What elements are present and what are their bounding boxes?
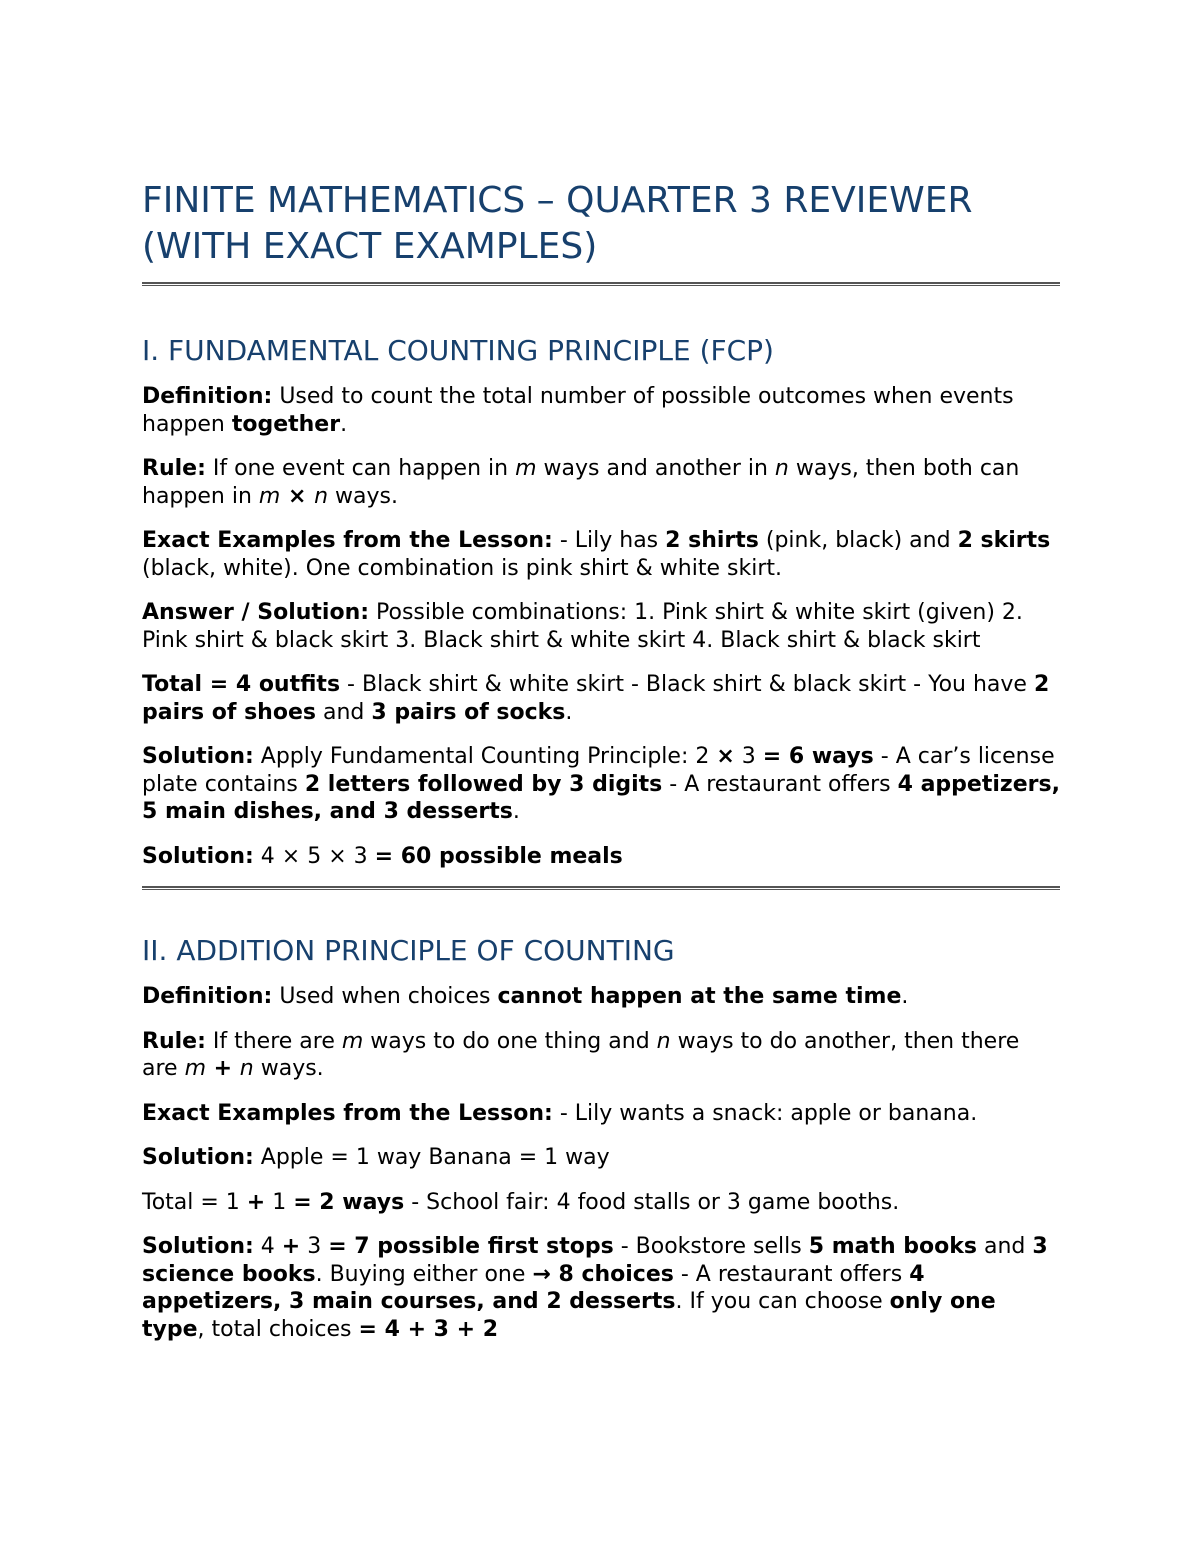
s1-solution-1 <box>142 743 1060 826</box>
text: - A restaurant offers <box>673 1261 910 1287</box>
text: 4 × 5 × 3 <box>253 843 375 869</box>
text: - Black shirt & white skirt - Black shirt & black skirt - You have <box>340 672 1034 697</box>
s1-rule <box>142 455 1060 510</box>
var-n: n <box>656 1028 671 1054</box>
label: Solution: <box>142 843 254 869</box>
s2-solution-2 <box>142 1233 1060 1343</box>
text: - School fair: 4 food stalls or 3 game booths. <box>404 1189 900 1215</box>
text: 3 <box>734 744 763 769</box>
document-title <box>142 178 1060 270</box>
title-line-1: FINITE MATHEMATICS – QUARTER 3 REVIEWER <box>142 180 973 221</box>
times-sign: × <box>280 483 315 509</box>
text: ways. <box>253 1056 324 1081</box>
text: Used to count the total number of possible outcomes when events happen <box>142 384 1014 437</box>
text: ways. <box>328 483 398 509</box>
text: ways, then both can happen in <box>142 456 1020 509</box>
text: If there are <box>205 1028 342 1054</box>
label: Exact Examples from the Lesson: <box>142 1100 553 1126</box>
horizontal-rule <box>142 282 1060 286</box>
bold-text: 4 appetizers, 3 main courses, and 2 desserts <box>142 1261 925 1314</box>
bold-text: = 2 ways <box>293 1189 405 1215</box>
text: and <box>315 699 372 725</box>
label: Exact Examples from the Lesson: <box>142 528 553 553</box>
plus-sign: + <box>281 1234 301 1259</box>
text: (pink, black) and <box>758 528 958 553</box>
bold-text: 4 appetizers, 5 main dishes, and 3 desserts <box>142 771 1060 824</box>
times-sign: × <box>716 744 735 769</box>
label: Definition: <box>142 984 273 1009</box>
label: Solution: <box>142 1145 254 1170</box>
label: Rule: <box>142 1028 206 1054</box>
bold-text: = 4 + 3 + 2 <box>358 1316 499 1342</box>
text: - A car’s license plate contains <box>142 744 1055 797</box>
bold-text: 2 pairs of shoes <box>142 672 1050 725</box>
label: Definition: <box>142 384 273 409</box>
text: - Lily has <box>552 528 666 553</box>
var-m: m <box>184 1056 207 1081</box>
bold-text: 2 skirts <box>957 528 1051 553</box>
bold-text: cannot happen at the same time <box>497 984 902 1009</box>
text: . <box>565 699 573 725</box>
bold-text: = 7 possible first stops <box>328 1234 614 1259</box>
bold-text: 3 science books <box>142 1234 1048 1287</box>
section-1-heading: I. FUNDAMENTAL COUNTING PRINCIPLE (FCP) <box>142 334 774 367</box>
text: . <box>512 799 520 824</box>
text: and <box>977 1234 1033 1259</box>
text: 4 <box>253 1234 282 1259</box>
var-n: n <box>314 483 329 509</box>
bold-text: 8 choices <box>550 1261 674 1287</box>
label: Answer / Solution: <box>142 600 370 625</box>
bold-text: 2 letters followed by 3 digits <box>304 771 663 797</box>
s2-definition <box>142 983 1060 1011</box>
text: Apply Fundamental Counting Principle: 2 <box>253 744 717 769</box>
section-2-heading: II. ADDITION PRINCIPLE OF COUNTING <box>142 934 675 967</box>
text: - Lily wants a snack: apple or banana. <box>552 1100 978 1126</box>
s2-solution-1 <box>142 1144 1060 1172</box>
text: - A restaurant offers <box>662 771 898 797</box>
s1-solution-2 <box>142 843 1060 871</box>
var-m: m <box>258 483 281 509</box>
text: ways to do another, then there are <box>142 1028 1020 1081</box>
bold-text: 3 pairs of socks <box>371 699 566 725</box>
text: . <box>340 411 348 437</box>
text: ways and another in <box>536 456 775 481</box>
bold-text: = 60 possible meals <box>374 843 623 869</box>
plus-sign: + <box>206 1056 240 1081</box>
text: . <box>901 984 909 1009</box>
text: 3 <box>300 1234 329 1259</box>
label: Solution: <box>142 744 254 769</box>
text: Total = 1 <box>142 1189 247 1215</box>
s2-rule <box>142 1028 1060 1083</box>
plus-sign: + <box>246 1189 266 1215</box>
s1-definition <box>142 383 1060 438</box>
label: Solution: <box>142 1234 254 1259</box>
text: ways to do one thing and <box>363 1028 657 1054</box>
bold-text: 5 math books <box>808 1234 978 1259</box>
text: Used when choices <box>272 984 498 1009</box>
var-m: m <box>341 1028 364 1054</box>
text: If one event can happen in <box>205 456 516 481</box>
label: Total = 4 outfits <box>142 672 341 697</box>
text: . Buying either one <box>315 1261 533 1287</box>
text: 1 <box>265 1189 294 1215</box>
var-m: m <box>515 456 537 481</box>
label: Rule: <box>142 456 206 481</box>
s1-total <box>142 671 1060 726</box>
text: . If you can choose <box>675 1289 890 1314</box>
text: , total choices <box>197 1316 359 1342</box>
var-n: n <box>239 1056 254 1081</box>
s1-examples <box>142 527 1060 582</box>
text: (black, white). One combination is pink shirt & white skirt. <box>142 555 782 581</box>
text: Apple = 1 way Banana = 1 way <box>253 1145 610 1170</box>
arrow-icon: → <box>532 1261 551 1287</box>
bold-text: = 6 ways <box>762 744 874 769</box>
text: Possible combinations: 1. Pink shirt & white skirt (given) 2. Pink shirt & black skirt 3. Black shirt & white skirt 4. Black shirt & black skirt <box>142 600 1023 653</box>
s2-examples <box>142 1100 1060 1128</box>
s2-total <box>142 1189 1060 1217</box>
text: - Bookstore sells <box>613 1234 809 1259</box>
bold-text: 2 shirts <box>665 528 759 553</box>
title-line-2: (WITH EXACT EXAMPLES) <box>142 226 598 267</box>
bold-text: together <box>231 411 341 437</box>
bold-text: only one type <box>142 1289 996 1342</box>
horizontal-rule <box>142 886 1060 890</box>
var-n: n <box>774 456 789 481</box>
document-content <box>142 178 1060 1343</box>
s1-answer <box>142 599 1060 654</box>
